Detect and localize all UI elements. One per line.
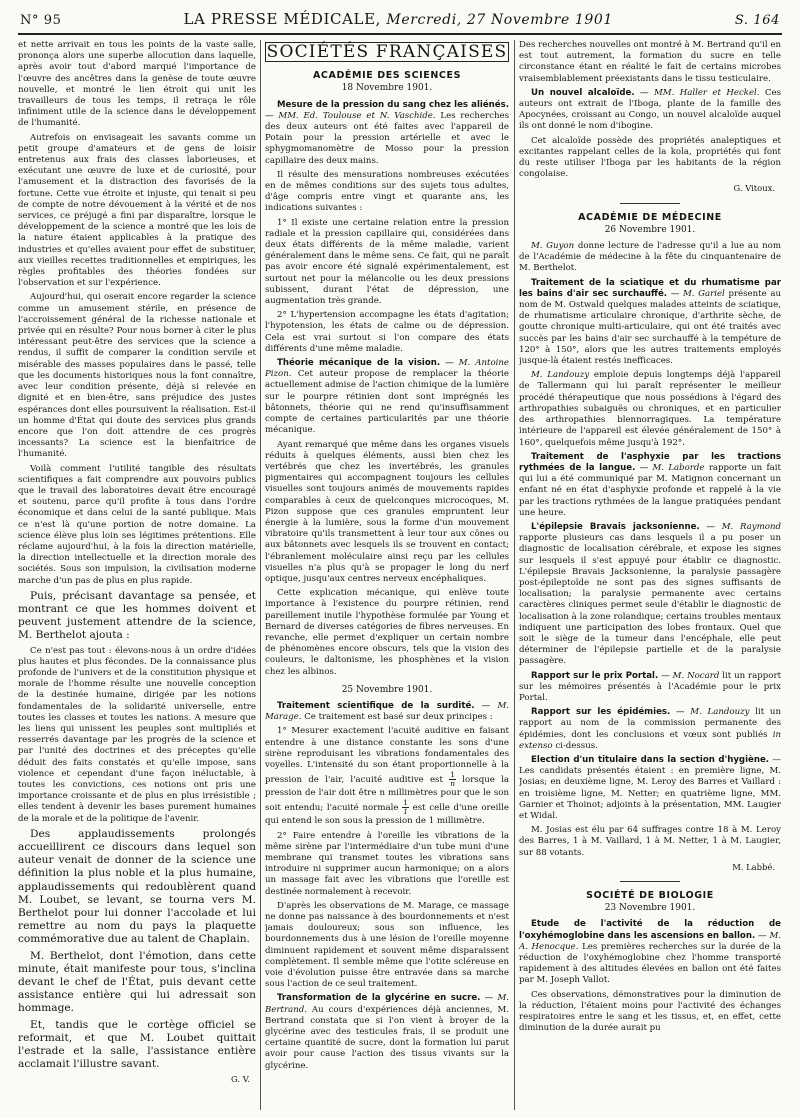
article-text: présente au nom de M. Ostwald quelques malades atteints de sciatique, de rhumatisme articulaire chronique, d'arthrite sèche, de goutte chronique multi-articulaire, qui ont été traités avec succès par les bains d'air sec surchauffé à la tempéture de 120° à 150°, alors que les autres traitements employés jusque-là étaient restés inefficaces. [519,288,781,367]
article [265,100,509,167]
issue-date: Mercredi, 27 Novembre 1901 [386,12,613,28]
section-title: SOCIÉTÉ DE BIOLOGIE [586,890,714,902]
article [519,241,781,275]
article-text: Les premières recherches sur la durée de la réduction de l'oxyhémoglobine chez l'homme transporté rapidement à des altitudes élevées en ballon ont été faites par M. Joseph Vallot. [519,941,781,986]
section-date: 25 Novembre 1901. [341,684,433,695]
article-title: Traitement scientifique de la surdité. [277,700,475,711]
signature: G. Vitoux. [733,183,775,194]
article-text: lit un rapport sur les mémoires présentés à l'Académie pour le prix Portal. [519,670,781,703]
article-authors: — MM. Haller et Heckel. [640,87,760,98]
article-title: Election d'un titulaire dans la section d'hygiène. [531,754,770,765]
paragraph: Cet alcaloïde possède des propriétés analeptiques et excitantes rappelant celles de la kola, propriétés qui font du reste utiliser l'Iboga par les habitants de la région congolaise. [519,135,781,180]
article-title: Traitement de l'asphyxie par les tractions rythmées de la langue. [519,451,781,473]
article-authors: — M. Raymond [706,521,781,532]
text-run: lorsque la pression de l'air doit être n millimètres pour que le son soit entendu; l'acuité normale [265,775,509,814]
article-text: rapporte plusieurs cas dans lesquels il a pu poser un diagnostic de localisation cérébrale, et expose les signes sur lesquels il s'est appuyé pour établir ce diagnostic. L'épilepsie Bravais Jacksonienne, la paralysie passagère post-épileptoïde ne sont pas des signes suffisants de localisation; la paralysie permanente avec certains caractères cliniques permet seule d'établir le diagnostic de localisation à la zone rolandique; certains troubles mentaux indiquent une participation des lobes frontaux. Quel que soit le siège de la tumeur dans l'encéphale, elle peut déterminer de l'épilepsie partielle et de la paralysie passagère. [519,533,781,667]
article-authors: M. Landouzy [531,370,590,381]
paragraph: Des recherches nouvelles ont montré à M. Bertrand qu'il en est tout autrement, la formation du sucre en telle circonstance étant en réalité le fait de certains microbes vraisemblablement préexistants dans le tissu testiculaire. [519,40,781,84]
article [519,919,781,986]
article-title: Traitement de la sciatique et du rhumatisme par les bains d'air sec surchauffé. [519,277,781,299]
italic-text: in extenso [519,729,781,751]
text-run: 1° Mesurer exactement l'acuité auditive en faisant entendre à une distance constante les sons d'une sirène reproduisant les vibrations fondamentales des voyelles. L'intensité du son étant proportionnelle à la pression de l'air, l'acuité auditive est [265,726,509,786]
article-text: ci-dessus. [555,740,598,751]
article-authors: — M. A. Henocque. [519,930,781,952]
fraction-denominator: n [450,779,455,789]
article-text: emploie depuis longtemps déjà l'appareil de Tallermann qui lui paraît représenter le meilleur procédé thérapeutique que nous possédions à l'égard des arthropathies subaiguës ou chroniques, et en particulier des arthropathies blennorragiques. La température intérieure de l'appareil est élevée généralement de 150° à 160°, quelquefois même jusqu'à 192°. [519,370,781,448]
article-authors: — MM. Ed. Toulouse et N. Vaschide. [265,110,436,121]
paragraph: D'après les observations de M. Marage, ce massage ne donne pas naissance à des bourdonnements et n'est jamais douloureux; sous son influence, les bourdonnements dus à une lésion de l'oreille moyenne diminuent rapidement et souvent même disparaissent complètement. Il semble même que l'otite scléreuse en voie d'évolution puisse être entravée dans sa marche sous l'action de ce seul traitement. [265,900,509,990]
article-title: Un nouvel alcaloïde. [531,87,635,98]
article-authors: — M. Gariel [670,288,725,299]
header-rule [18,33,782,35]
article [519,522,781,668]
article-authors: — M. Nocard [661,670,720,681]
article-authors: — M. Marage. [265,700,509,723]
signature: G. V. [231,1074,250,1085]
paragraph: 2° Faire entendre à l'oreille les vibrations de la même sirène par l'intermédiaire d'un tube muni d'une membrane qui transmet toutes les vibrations sans introduire ni supprimer aucun harmonique; on a alors un massage fait avec les vibrations que l'oreille est destinée normalement à recevoir. [265,830,509,897]
article-text: — Les candidats présentés étaient : en première ligne, M. Josias; en deuxième ligne, M. Leroy des Barres et Vaillard : en troisième ligne, M. Netter; en quatrième ligne, MM. Garnier et Thoinot; adjoints à la présentation, MM. Laugier et Widal. [519,754,781,821]
paragraph: M. Josias est élu par 64 suffrages contre 18 à M. Leroy des Barres, 1 à M. Vaillard, 1 à M. Netter, 1 à M. Laugier, sur 88 votants. [519,825,781,858]
column-1 [18,40,256,1110]
article-title: Théorie mécanique de la vision. [277,358,441,369]
paragraph: et nette arrivait en tous les points de la vaste salle, prononça alors une superbe allocution dans laquelle, après avoir tout d'abord marqué l'importance de l'œuvre des ancêtres dans la genèse de toute œuvre nouvelle, et montré le lien étroit qui unit les travailleurs de tous les temps, il retraça le rôle infiniment utile de la science dans le développement de l'humanité. [18,40,256,129]
article [519,88,781,133]
paragraph: Aujourd'hui, qui oserait encore regarder la science comme un amusement stérile, en présence de l'accroissement général de la richesse nationale et privée qui en résulte? Pour nous borner à citer le plus intéressant peut-être des services que la science a rendus, il suffit de comparer la condition servile et misérable des masses populaires dans le passé, telle que les documents historiques nous la font connaître, avec leur condition présente, déjà si relevée en dignité et en bien-être, sans préjudice des justes espérances dont elles poursuivent la réalisation. Est-il un homme d'État qui doute des services plus grands encore que l'on doit attendre de ces progrès incessants? La science est la bienfaitrice de l'humanité. [18,292,256,460]
article-title: Rapport sur les épidémies. [531,707,671,718]
column-rule-2 [514,40,515,1110]
paragraph: M. Berthelot, dont l'émotion, dans cette minute, était manifeste pour tous, s'inclina devant le chef de l'État, puis devant cette assistance entière qui lui adressait son hommage. [18,949,256,1015]
page-number: S. 164 [734,13,780,28]
paragraph: Puis, précisant davantage sa pensée, et montrant ce que les hommes doivent et peuvent justement attendre de la science, M. Berthelot ajouta : [18,589,256,642]
paragraph: Autrefois on envisageait les savants comme un petit groupe d'amateurs et de gens de loisir entretenus aux frais des classes laborieuses, et exécutant une œuvre de luxe et de curiosité, pour l'amusement et la distraction des favorisés de la fortune. Cette vue étroite et injuste, qui tenait si peu de compte de notre dévouement à la vérité et de nos services, ce préjugé a fini par disparaître, lorsque le développement de la science a montré que les lois de la nature étaient applicables à la pratique des industries et qu'elles avaient pour effet de substituer, aux vieilles recettes traditionnelles et empiriques, les règles profitables des théories fondées sur l'observation et sur l'expérience. [18,132,256,289]
paragraph: Ayant remarqué que même dans les organes visuels réduits à quelques éléments, aussi bien chez les vertébrés que chez les invertébrés, les granules pigmentaires qui accompagnent toujours les cellules visuelles sont toujours animés de mouvements rapides comparables à ceux de quelconques microcoques, M. Pizon suppose que ces granules empruntent leur énergie à la lumière, sous la forme d'un mouvement vibratoire qu'ils transmettent à leur tour aux cônes ou aux bâtonnets avec lesquels ils se trouvent en contact; l'ébranlement moléculaire ainsi reçu par les cellules visuelles n'a plus qu'à se propager le long du nerf optique, jusqu'aux centres nerveux encéphaliques. [265,439,509,584]
signature: M. Labbé. [732,861,775,872]
section-banner: SOCIÉTÉS FRANÇAISES [266,42,508,62]
article [519,707,781,752]
article [519,278,781,368]
paragraph: Voilà comment l'utilité tangible des résultats scientifiques a fait comprendre aux pouvoirs publics que le travail des laboratoires devait être encouragé et soutenu, parce qu'il profite à tous dans l'ordre économique et dans celui de la santé publique. Mais ce n'est là qu'une portion de notre domaine. La science élève plus loin ses légitimes prétentions. Elle réclame aujourd'hui, à la fois la direction matérielle, la direction intellectuelle et la direction morale des sociétés. Sous son impulsion, la civilisation moderne marche d'un pas de plus en plus rapide. [18,463,256,586]
article [519,671,781,705]
article-title: L'épilepsie Bravais jacksonienne. [531,521,700,532]
paragraph: Cette explication mécanique, qui enlève toute importance à l'existence du pourpre rétinien, rend pareillement inutile l'hypothèse formulée par Young et Bernard de diverses catégories de fibres nerveuses. En revanche, elle permet d'expliquer un certain nombre de phénomènes encore obscurs, tels que la vision des couleurs, le daltonisme, les phosphènes et la vision chez les albinos. [265,588,509,677]
column-rule-1 [260,40,261,1110]
article-authors: — M. Antoine Pizon. [265,358,509,380]
column-2 [265,40,509,1110]
section-title: ACADÉMIE DES SCIENCES [312,70,462,82]
article [265,358,509,436]
paragraph: Des applaudissements prolongés accueillirent ce discours dans lequel son auteur venait de donner de la science une définition la plus noble et la plus humaine, applaudissements qui redoublèrent quand M. Loubet, se levant, se tourna vers M. Berthelot pour lui donner l'accolade et lui remettre au nom du pays la plaquette commémorative due au talent de Chaplain. [18,827,256,946]
paragraph: 2° L'hypertension accompagne les états d'agitation; l'hypotension, les états de calme ou de dépression. Cela est vrai surtout si l'on compare des états différents d'une même maladie. [265,310,509,354]
article-title: Mesure de la pression du sang chez les aliénés. [277,99,509,110]
page-header [20,10,780,32]
separator-rule [620,203,680,204]
paragraph: Ce n'est pas tout : élevons-nous à un ordre d'idées plus hautes et plus fécondes. De la connaissance plus profonde de l'univers et de la constitution physique et morale de l'homme résulte une nouvelle conception de la destinée humaine, dirigée par les notions fondamentales de la solidarité universelle, entre toutes les classes et toutes les nations. A mesure que les liens qui unissent les peuples sont multipliés et resserrés davantage par les progrès de la science et par l'unité des doctrines et des préceptes qu'elle déduit des faits constatés et qu'elle impose, sans violence et cependant d'une façon inéluctable, à toutes les convictions, ces notions ont pris une importance croissante et de plus en plus irrésistible ; elles tendent à devenir les bases purement humaines de la morale et de la politique de l'avenir. [18,645,256,824]
text-run: est celle d'une oreille qui entend le son sous la pression de 1 millimètre. [265,803,509,827]
paragraph [265,726,509,827]
journal-title: LA PRESSE MÉDICALE, [183,10,382,28]
issue-number: N° 95 [20,13,62,28]
section-title: ACADÉMIE DE MÉDECINE [578,211,722,223]
separator-rule [620,881,680,882]
fraction [449,771,456,788]
article [265,993,509,1071]
article-text: Ce traitement est basé sur deux principes : [304,712,493,723]
fraction-numerator: 1 [403,798,408,808]
section-date: 26 Novembre 1901. [604,224,696,235]
article-text: Les recherches des deux auteurs ont été faites avec l'appareil de Potain pour la pression artérielle et avec le sphygmomanomètre de Mosso pour la pression capillaire des deux mains. [265,110,509,166]
article-authors: — M. Bertrand. [265,993,509,1015]
article [519,755,781,822]
section-date: 23 Novembre 1901. [604,903,696,914]
article-title: Etude de l'activité de la réduction de l'oxyhémoglobine dans les ascensions en ballon. [519,919,781,941]
article [519,452,781,519]
article-text: lit un rapport au nom de la commission permanente des épidémies, dont les conclusions et vœux sont publiés [519,707,781,740]
article-authors: M. Guyon [531,241,575,252]
article-text: Ces auteurs ont extrait de l'Iboga, plante de la famille des Apocynées, croissant au Congo, un nouvel alcaloïde auquel ils ont donné le nom d'ibogine. [519,87,781,132]
paragraph: Il résulte des mensurations nombreuses exécutées en de mêmes conditions sur des sujets tous adultes, d'âge compris entre vingt et quarante ans, les indications suivantes : [265,169,509,214]
article-text: rapporte un fait qui lui a été communiqué par M. Matignon concernant un enfant né en état d'asphyxie profonde et rappelé à la vie par les tractions rythmées de la langue pratiquées pendant une heure. [519,462,781,518]
article-text: Au cours d'expériences déjà anciennes, M. Bertrand constata que si l'on vient à broyer de la glycérine avec des testicules frais, il se produit une certaine quantité de sucre, dont la formation lui parut avoir pour cause l'action des tissus vivants sur la glycérine. [265,1004,509,1071]
fraction-numerator: 1 [450,770,455,780]
paragraph: Et, tandis que le cortège officiel se reformait, et que M. Loubet quittait l'estrade et la salle, l'assistance entière acclamait l'illustre savant. [18,1018,256,1071]
column-3 [519,40,781,1110]
article-authors: — M. Landouzy [676,707,750,718]
article-title: Transformation de la glycérine en sucre. [277,993,481,1004]
section-date: 18 Novembre 1901. [341,83,433,94]
article-text: Cet auteur propose de remplacer la théorie actuellement admise de l'action chimique de la lumière sur le pourpre rétinien dont sont imprégnés les bâtonnets, théorie qui ne rend qu'insuffisamment compte de certaines particularités par une théorie mécanique. [265,369,509,436]
journal-title-line [183,10,612,28]
fraction [402,799,409,816]
article [265,701,509,723]
article [519,370,781,448]
paragraph: Ces observations, démonstratives pour la diminution de la réduction, l'étaient moins pour l'activité des échanges respiratoires entre le sang et les tissus, et, en effet, cette diminution de la durée aurait pu [519,989,781,1034]
fraction-denominator: 1 [403,807,408,817]
article-title: Rapport sur le prix Portal. [531,670,659,681]
article-text: donne lecture de l'adresse qu'il a lue au nom de l'Académie de médecine à la fête du cinquantenaire de M. Berthelot. [519,241,781,274]
paragraph: 1° Il existe une certaine relation entre la pression radiale et la pression capillaire qui, considérées dans deux états différents de la même maladie, varient généralement dans le même sens. Ce fait, qui ne paraît pas avoir encore été signalé expérimentalement, est surtout net pour la mélancolie ou les deux pressions subissent, durant l'état de dépression, une augmentation très grande. [265,217,509,307]
article-authors: — M. Laborde [639,462,705,473]
